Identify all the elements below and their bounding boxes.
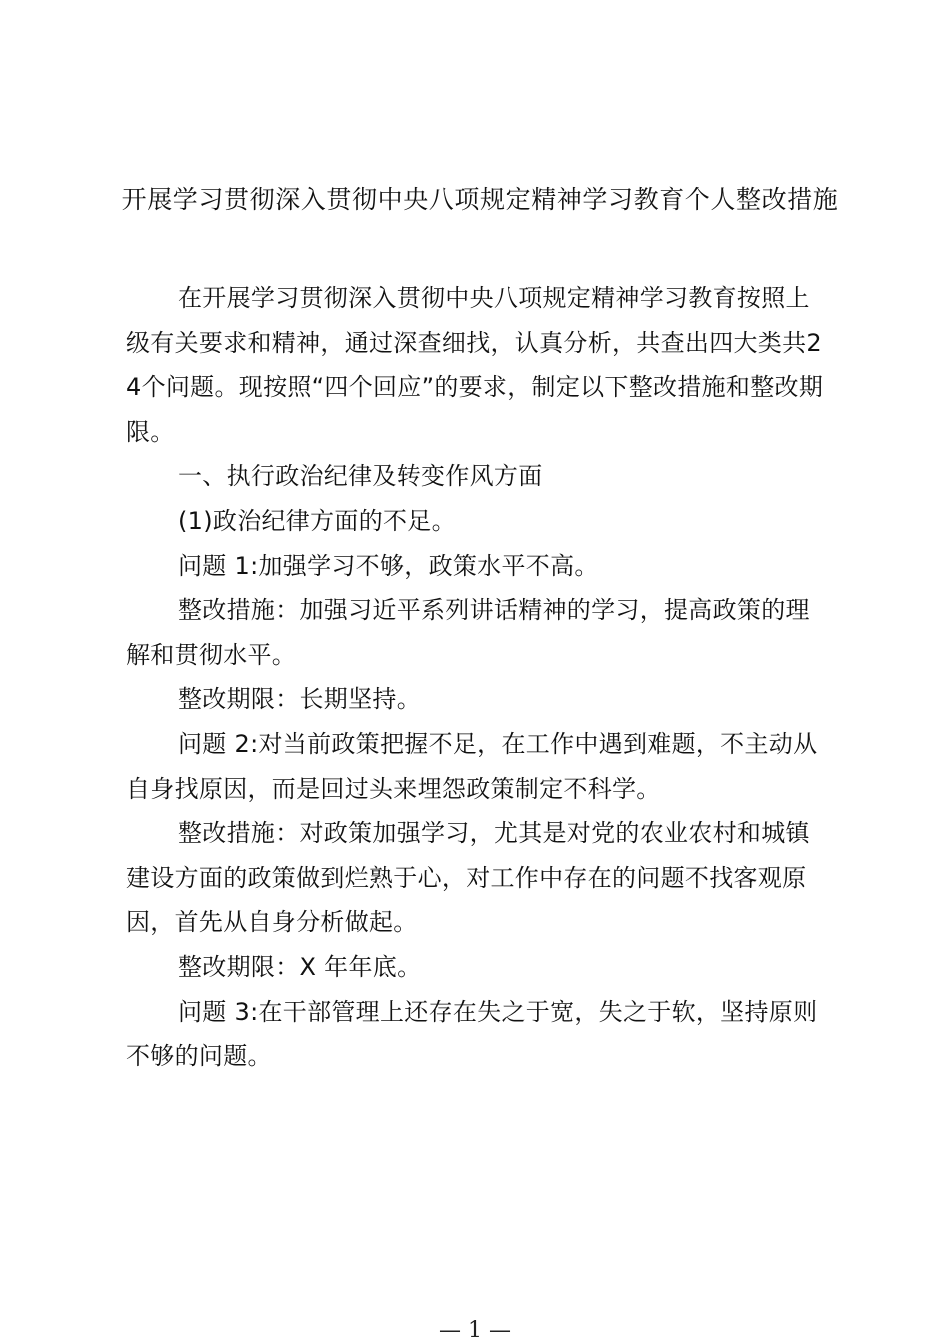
measure-2: 整改措施：对政策加强学习，尤其是对党的农业农村和城镇建设方面的政策做到烂熟于心，对工作中存在的问题不找客观原因，首先从自身分析做起。	[126, 819, 810, 937]
document-title: 开展学习贯彻深入贯彻中央八项规定精神学习教育个人整改措施	[121, 185, 839, 214]
problem-1: 问题 1:加强学习不够，政策水平不高。	[178, 551, 599, 580]
intro-paragraph: 在开展学习贯彻深入贯彻中央八项规定精神学习教育按照上级有关要求和精神，通过深查细找，认真分析，共查出四大类共24个问题。现按照“四个回应”的要求，制定以下整改措施和整改期限。	[126, 284, 824, 446]
problem-3: 问题 3:在干部管理上还存在失之于宽，失之于软，坚持原则不够的问题。	[126, 997, 818, 1071]
document-body	[126, 276, 826, 1079]
page-number: — 1 —	[439, 1318, 511, 1343]
deadline-2: 整改期限：X 年年底。	[178, 952, 422, 981]
measure-1: 整改措施：加强习近平系列讲话精神的学习，提高政策的理解和贯彻水平。	[126, 596, 810, 669]
problem-2: 问题 2:对当前政策把握不足，在工作中遇到难题，不主动从自身找原因，而是回过头来埋怨政策制定不科学。	[126, 729, 818, 803]
deadline-1: 整改期限：长期坚持。	[178, 685, 421, 714]
subsection-heading: (1)政治纪律方面的不足。	[178, 506, 456, 535]
section-heading: 一、执行政治纪律及转变作风方面	[178, 462, 543, 491]
